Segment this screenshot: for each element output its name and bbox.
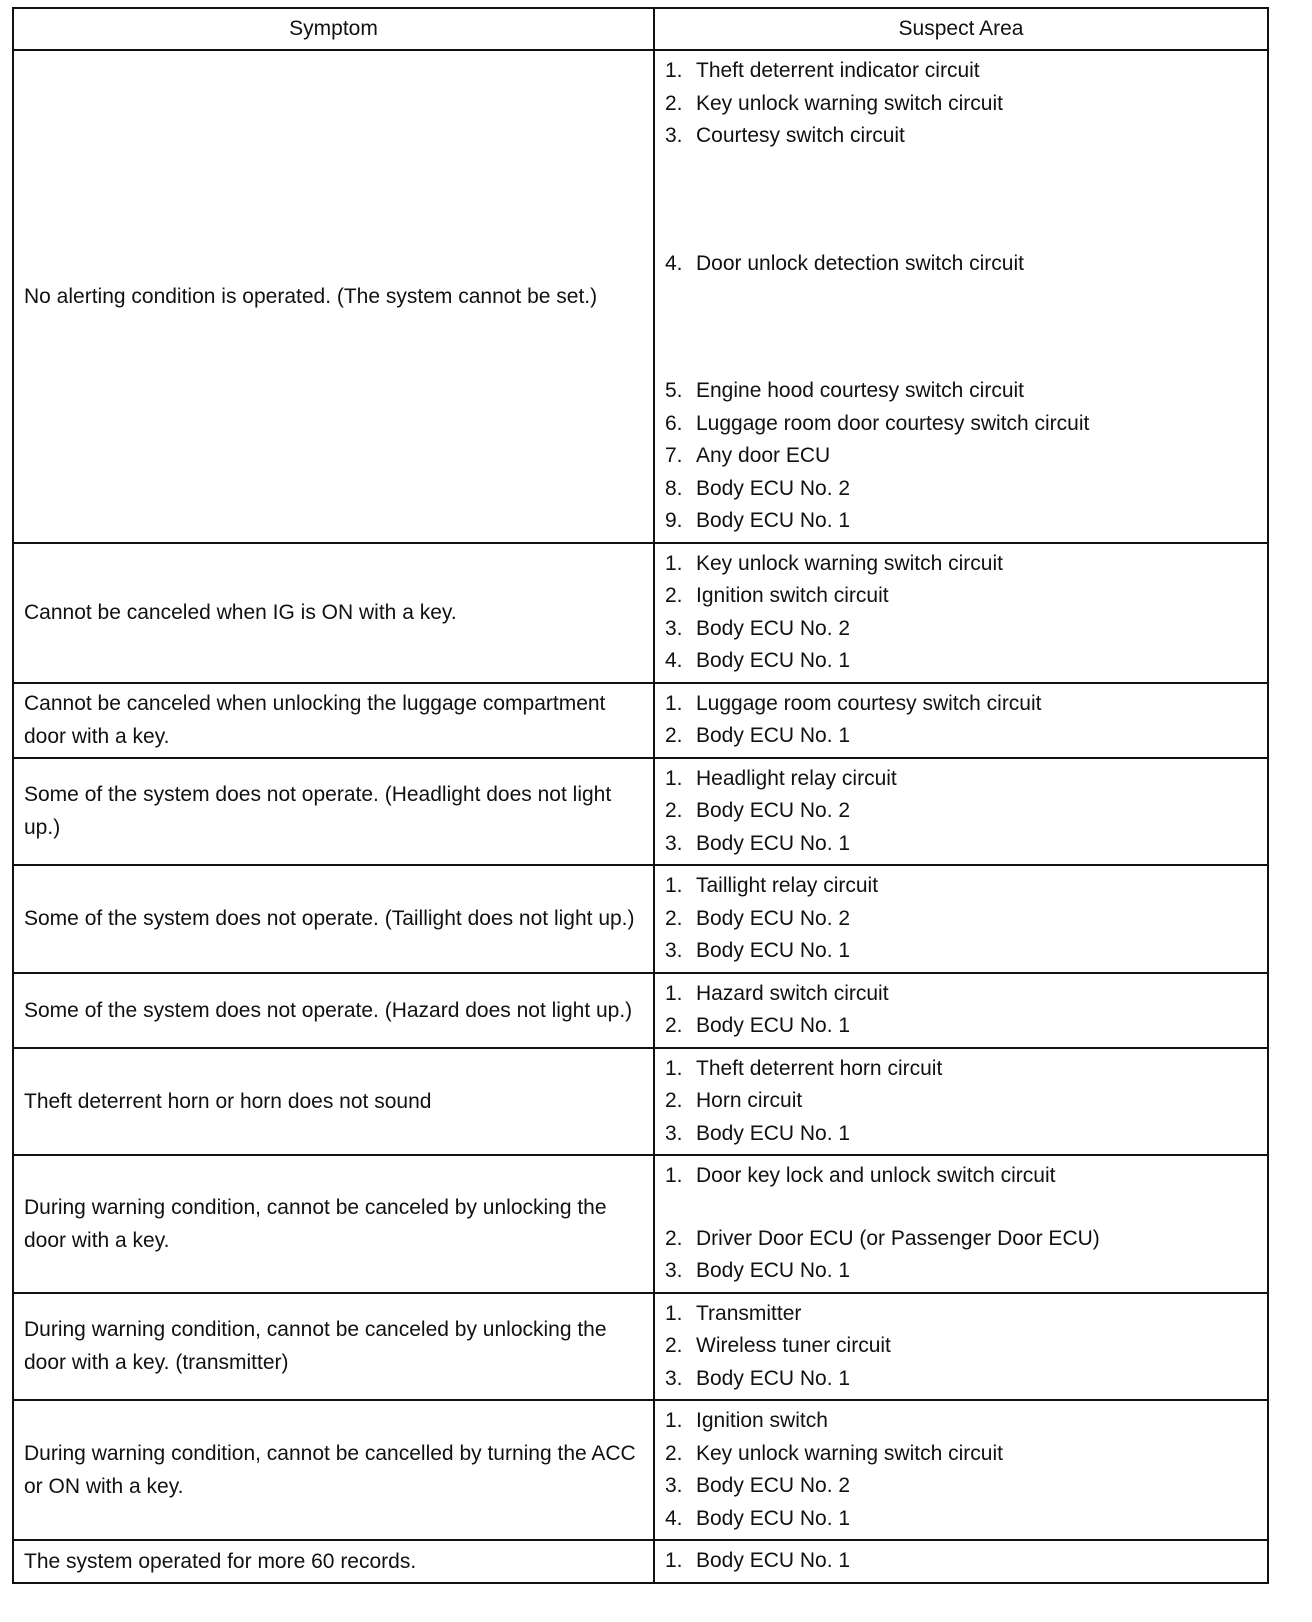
suspect-item [665,1160,1259,1193]
table-row [13,1048,1268,1156]
suspect-item-text: Taillight relay circuit [696,874,879,897]
suspect-item-number: 2. [665,1089,683,1112]
suspect-item [665,1085,1259,1118]
suspect-item [665,580,1259,613]
table-row [13,1155,1268,1293]
suspect-item-number: 3. [665,1121,683,1145]
suspect-item-number: 3. [665,124,683,147]
suspect-item [665,248,1259,281]
suspect-area-cell [654,1293,1268,1401]
suspect-item-text: Body ECU No. 1 [696,1259,851,1282]
suspect-area-cell [654,683,1268,758]
suspect-item [665,978,1259,1011]
suspect-item [665,1363,1259,1396]
suspect-item [665,1470,1259,1503]
suspect-item-text: Door unlock detection switch circuit [696,251,1024,275]
suspect-item-text: Key unlock warning switch circuit [696,551,1003,575]
suspect-item-number: 1. [665,691,683,715]
suspect-item-text: Ignition switch [696,1409,828,1432]
header-symptom: Symptom [13,8,654,50]
symptom-cell: Some of the system does not operate. (Headlight does not light up.) [13,758,654,866]
suspect-item-text: Body ECU No. 2 [696,799,851,822]
symptom-cell: Cannot be canceled when IG is ON with a key. [13,543,654,683]
symptom-cell: Some of the system does not operate. (Taillight does not light up.) [13,865,654,973]
suspect-item [665,55,1259,88]
suspect-item-number: 6. [665,411,683,435]
suspect-item-number: 1. [665,551,683,575]
suspect-item-text: Door key lock and unlock switch circuit [696,1164,1056,1187]
suspect-item [665,720,1259,753]
suspect-item-number: 2. [665,91,683,115]
suspect-item-text: Luggage room courtesy switch circuit [696,691,1042,715]
table-row [13,758,1268,866]
symptom-cell: During warning condition, cannot be cancelled by turning the ACC or ON with a key. [13,1400,654,1540]
suspect-item-number: 1. [665,1301,683,1325]
suspect-item-number: 2. [665,724,683,747]
suspect-item-text: Body ECU No. 1 [696,649,851,672]
suspect-item-number: 3. [665,831,683,855]
troubleshooting-table [12,7,1269,1584]
suspect-item-text: Driver Door ECU (or Passenger Door ECU) [696,1226,1100,1250]
suspect-item-text: Courtesy switch circuit [696,124,905,147]
symptom-cell: Cannot be canceled when unlocking the luggage compartment door with a key. [13,683,654,758]
suspect-item [665,903,1259,936]
suspect-item-text: Body ECU No. 1 [696,509,851,532]
suspect-item [665,828,1259,861]
suspect-item-number: 2. [665,1334,683,1357]
suspect-item [665,688,1259,721]
suspect-item-number: 2. [665,584,683,607]
table-row [13,543,1268,683]
suspect-area-cell [654,1155,1268,1293]
symptom-cell: During warning condition, cannot be canceled by unlocking the door with a key. (transmitter) [13,1293,654,1401]
suspect-item-text: Luggage room door courtesy switch circuit [696,411,1090,435]
suspect-item-text: Theft deterrent horn circuit [696,1056,943,1080]
suspect-item-text: Any door ECU [696,444,831,467]
suspect-item [665,1053,1259,1086]
suspect-item-text: Wireless tuner circuit [696,1334,891,1357]
suspect-area-cell [654,1540,1268,1583]
suspect-item-number: 1. [665,981,683,1005]
suspect-item-text: Ignition switch circuit [696,584,889,607]
suspect-item-text: Key unlock warning switch circuit [696,91,1003,115]
suspect-item-number: 7. [665,444,683,467]
suspect-item [665,408,1259,441]
table-row [13,865,1268,973]
suspect-item-text: Body ECU No. 1 [696,1121,851,1145]
symptom-cell: Some of the system does not operate. (Hazard does not light up.) [13,973,654,1048]
symptom-cell: No alerting condition is operated. (The system cannot be set.) [13,50,654,543]
spacer [665,1193,1259,1223]
suspect-item-number: 1. [665,1164,683,1187]
suspect-item-text: Body ECU No. 1 [696,1549,851,1572]
suspect-item-text: Body ECU No. 1 [696,724,851,747]
suspect-item [665,473,1259,506]
suspect-item [665,1118,1259,1151]
suspect-item-number: 1. [665,1549,683,1572]
symptom-cell: During warning condition, cannot be canceled by unlocking the door with a key. [13,1155,654,1293]
suspect-item [665,1503,1259,1536]
suspect-item [665,1405,1259,1438]
suspect-area-cell [654,543,1268,683]
suspect-item-text: Transmitter [696,1301,802,1325]
table-row [13,50,1268,543]
suspect-area-cell [654,1048,1268,1156]
suspect-item [665,505,1259,538]
suspect-item-number: 4. [665,251,683,275]
symptom-cell: The system operated for more 60 records. [13,1540,654,1583]
suspect-item-number: 5. [665,379,683,402]
suspect-item-text: Body ECU No. 1 [696,939,851,962]
suspect-item [665,88,1259,121]
suspect-area-cell [654,50,1268,543]
suspect-item-number: 1. [665,1409,683,1432]
suspect-area-cell [654,1400,1268,1540]
suspect-item-text: Body ECU No. 2 [696,616,851,640]
suspect-item-text: Body ECU No. 2 [696,1474,851,1497]
suspect-item-number: 2. [665,1226,683,1250]
header-row [13,8,1268,50]
table-body [13,50,1268,1583]
suspect-item-number: 2. [665,906,683,930]
suspect-item [665,1010,1259,1043]
suspect-item-text: Body ECU No. 1 [696,1366,851,1390]
suspect-item-text: Body ECU No. 2 [696,906,851,930]
header-suspect-area: Suspect Area [654,8,1268,50]
suspect-item-number: 3. [665,1259,683,1282]
suspect-item [665,795,1259,828]
suspect-item-text: Body ECU No. 1 [696,1014,851,1037]
suspect-item-number: 1. [665,59,683,82]
table-row [13,1400,1268,1540]
suspect-item [665,1223,1259,1256]
suspect-item-number: 2. [665,1441,683,1465]
suspect-area-cell [654,758,1268,866]
suspect-item [665,1330,1259,1363]
table-row [13,1293,1268,1401]
suspect-item [665,645,1259,678]
suspect-item [665,1255,1259,1288]
suspect-item [665,870,1259,903]
suspect-item-text: Headlight relay circuit [696,766,897,790]
spacer [665,280,1259,375]
suspect-item-number: 1. [665,766,683,790]
suspect-item-number: 2. [665,799,683,822]
suspect-item-text: Engine hood courtesy switch circuit [696,379,1024,402]
table-row [13,683,1268,758]
suspect-item-text: Body ECU No. 2 [696,476,851,500]
suspect-item-text: Horn circuit [696,1089,803,1112]
suspect-item [665,1298,1259,1331]
suspect-item [665,935,1259,968]
suspect-item-text: Theft deterrent indicator circuit [696,59,980,82]
suspect-item [665,763,1259,796]
suspect-item-number: 9. [665,509,683,532]
suspect-item [665,1438,1259,1471]
suspect-item-number: 3. [665,616,683,640]
suspect-item [665,1545,1259,1578]
suspect-item [665,120,1259,153]
suspect-item-text: Key unlock warning switch circuit [696,1441,1003,1465]
symptom-cell: Theft deterrent horn or horn does not sound [13,1048,654,1156]
suspect-area-cell [654,973,1268,1048]
suspect-item-number: 8. [665,476,683,500]
suspect-item-number: 1. [665,874,683,897]
suspect-item-text: Body ECU No. 1 [696,1506,851,1530]
table-row [13,1540,1268,1583]
table-row [13,973,1268,1048]
suspect-item-number: 3. [665,939,683,962]
suspect-item [665,440,1259,473]
suspect-item-number: 4. [665,649,683,672]
suspect-item-number: 1. [665,1056,683,1080]
suspect-item-text: Body ECU No. 1 [696,831,851,855]
suspect-item [665,375,1259,408]
suspect-item-text: Hazard switch circuit [696,981,889,1005]
suspect-item-number: 4. [665,1506,683,1530]
suspect-area-cell [654,865,1268,973]
suspect-item-number: 2. [665,1014,683,1037]
spacer [665,153,1259,248]
suspect-item-number: 3. [665,1366,683,1390]
suspect-item-number: 3. [665,1474,683,1497]
suspect-item [665,548,1259,581]
suspect-item [665,613,1259,646]
